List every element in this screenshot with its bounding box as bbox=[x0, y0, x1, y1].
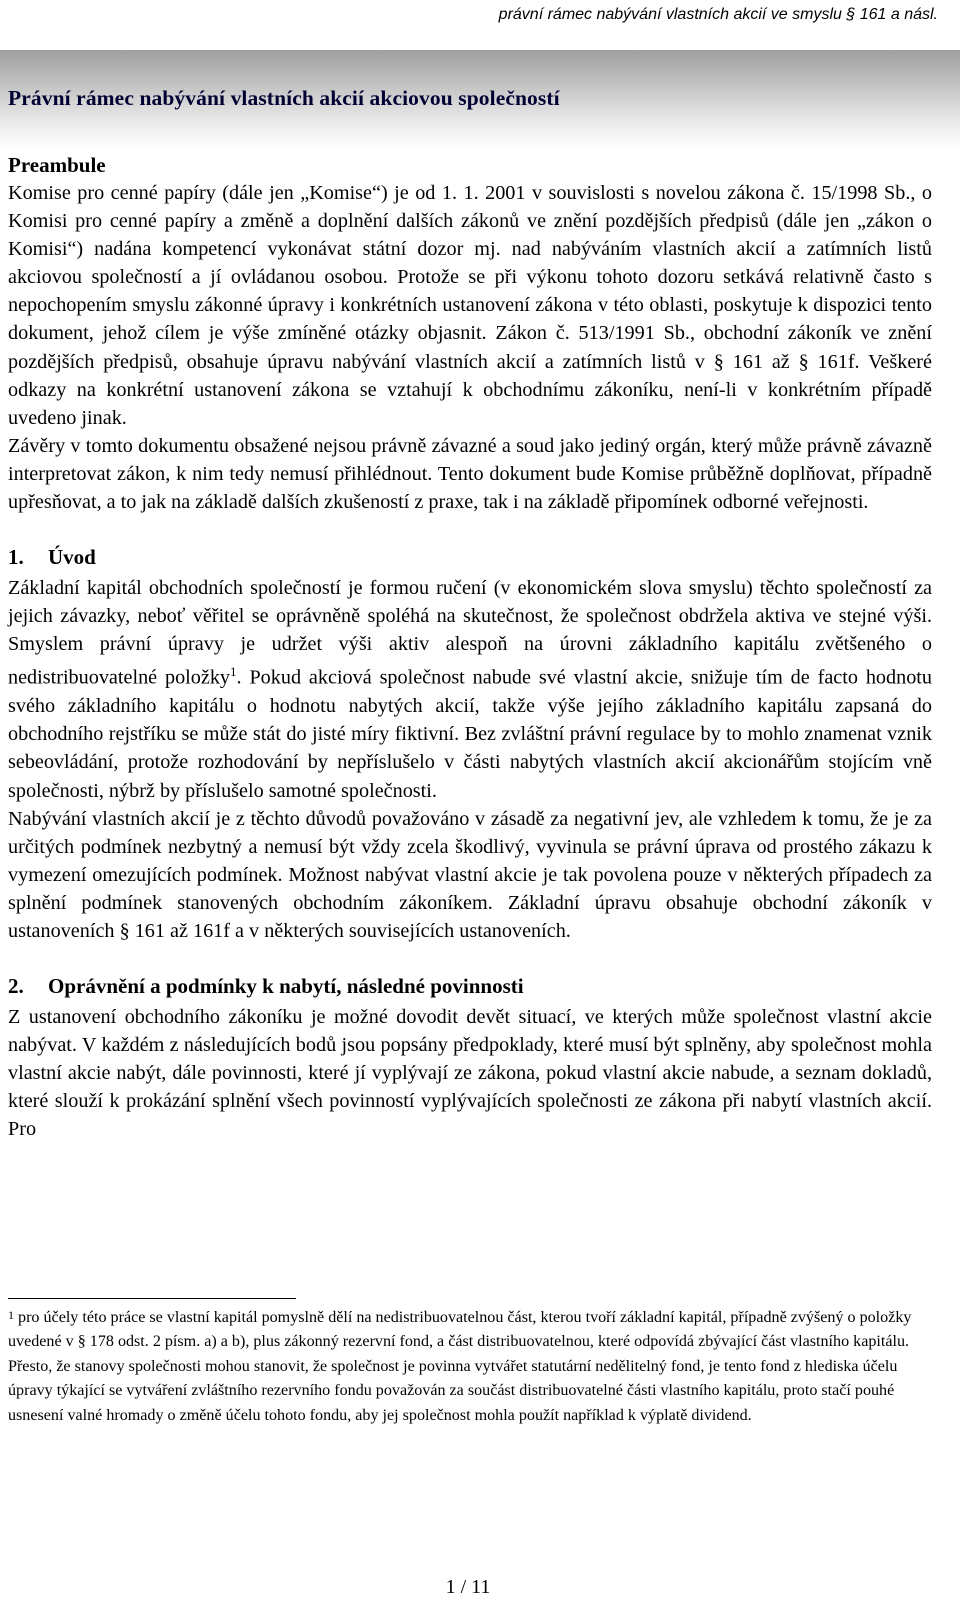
footnote-reference: 1 bbox=[230, 664, 237, 680]
section-2-number: 2. bbox=[8, 974, 24, 999]
section-1-paragraph-1 bbox=[8, 574, 932, 804]
footnote-separator bbox=[8, 1298, 296, 1299]
section-1-heading bbox=[8, 544, 932, 570]
section-2-paragraph-1: Z ustanovení obchodního zákoníku je možné dovodit devět situací, ve kterých může společnost vlastní akcie nabývat. V každém z následujících bodů jsou popsány předpoklady, které musí být splněny, aby společnost mohla vlastní akcie nabýt, dále povinnosti, které jí vyplývají ze zákona, pokud vlastní akcie nabude, a seznam dokladů, které slouží k prokázání splnění všech povinností vyplývajících společnosti ze zákona při nabytí vlastních akcií. Pro bbox=[8, 1006, 932, 1141]
section-1-number: 1. bbox=[8, 545, 24, 570]
preamble-paragraph-1: Komise pro cenné papíry (dále jen „Komise“) je od 1. 1. 2001 v souvislosti s novelou zákona č. 15/1998 Sb., o Komisi pro cenné papíry a změně a doplnění dalších zákonů ve znění pozdějších předpisů (dále jen „zákon o Komisi“) nadána kompetencí vykonávat státní dozor mj. nad nabýváním vlastních akcií a zatímních listů akciovou společností a jí ovládanou osobou. Protože se při výkonu tohoto dozoru setkává relativně často s nepochopením smyslu zákonné úpravy i konkrétních ustanovení zákona v této oblasti, poskytuje k dispozici tento dokument, jehož cílem je výše zmíněné otázky objasnit. Zákon č. 513/1991 Sb., obchodní zákoník ve znění pozdějších předpisů, obsahuje úpravu nabývání vlastních akcií a zatímních listů v § 161 až § 161f. Veškeré odkazy na konkrétní ustanovení zákona se vztahují k obchodnímu zákoníku, není-li v konkrétním případě uvedeno jinak. bbox=[8, 182, 932, 429]
document-body bbox=[8, 152, 932, 1144]
section-1-paragraph-1-start: Základní kapitál obchodních společností je formou ručení (v ekonomickém slova smyslu) těchto společností za jejich závazky, neboť věřitel se oprávněně spoléhá na skutečnost, že společnost obdržela aktiva ve stejné výši. Smyslem právní úpravy je udržet výši aktiv alespoň na úrovni základního kapitálu zvětšeného o nedistribuovatelné položky bbox=[8, 577, 932, 690]
footnote bbox=[8, 1306, 920, 1428]
page-number: 1 / 11 bbox=[445, 1576, 491, 1598]
preamble-heading: Preambule bbox=[8, 153, 106, 177]
section-1-paragraph-2: Nabývání vlastních akcií je z těchto důvodů považováno v zásadě za negativní jev, ale vzhledem k tomu, že je za určitých podmínek nezbytný a nemusí být vždy zcela škodlivý, vyvinula se právní úprava od prostého zákazu k vymezení omezujících podmínek. Možnost nabývat vlastní akcie je tak povolena pouze v některých případech za splnění podmínek stanovených obchodním zákoníkem. Základní úpravu obsahuje obchodní zákoník v ustanoveních § 161 až 161f a v některých souvisejících ustanoveních. bbox=[8, 807, 932, 942]
section-1-paragraph-1-end: . Pokud akciová společnost nabude své vlastní akcie, snižuje tím de facto hodnotu svého základního kapitálu o hodnotu nabytých akcií, takže výše jejího základního kapitálu zapsaná do obchodního rejstříku se může stát do jisté míry fiktivní. Bez zvláštní právní regulace by to mohlo znamenat vznik sebeovládání, protože rozhodování by nepříslušelo v části nabytých vlastních akcií akcionářům stojícím vně společnosti, nýbrž by příslušelo samotné společnosti. bbox=[8, 667, 932, 802]
section-2-title: Oprávnění a podmínky k nabytí, následné povinnosti bbox=[48, 974, 524, 999]
footnote-marker: 1 bbox=[8, 1308, 14, 1322]
running-header: právní rámec nabývání vlastních akcií ve smyslu § 161 a násl. bbox=[498, 6, 938, 23]
section-2-heading bbox=[8, 973, 932, 999]
footnote-text: pro účely této práce se vlastní kapitál pomyslně dělí na nedistribuovatelnou část, kterou tvoří základní kapitál, případně zvýšený o položky uvedené v § 178 odst. 2 písm. a) a b), plus zákonný rezervní fond, a část distribuovatelnou, které odpovídá zbývající část vlastního kapitálu. Přesto, že stanovy společnosti mohou stanovit, že společnost je povinna vytvářet statutární nedělitelný fond, je tento fond z hlediska účelu úpravy týkající se vytváření zvláštního rezervního fondu považován za součást distribuovatelné části vlastního kapitálu, proto stačí pouhé usnesení valné hromady o změně účelu tohoto fondu, aby jej společnost mohla použít například k výplatě dividend. bbox=[8, 1309, 912, 1424]
preamble-paragraph-2: Závěry v tomto dokumentu obsažené nejsou právně závazné a soud jako jediný orgán, který může právně závazně interpretovat zákon, k nim tedy nemusí přihlédnout. Tento dokument bude Komise průběžně doplňovat, případně upřesňovat, a to jak na základě dalších zkušeností z praxe, tak i na základě připomínek odborné veřejnosti. bbox=[8, 434, 932, 514]
document-title: Právní rámec nabývání vlastních akcií akciovou společností bbox=[8, 86, 560, 110]
section-1-title: Úvod bbox=[48, 545, 96, 570]
